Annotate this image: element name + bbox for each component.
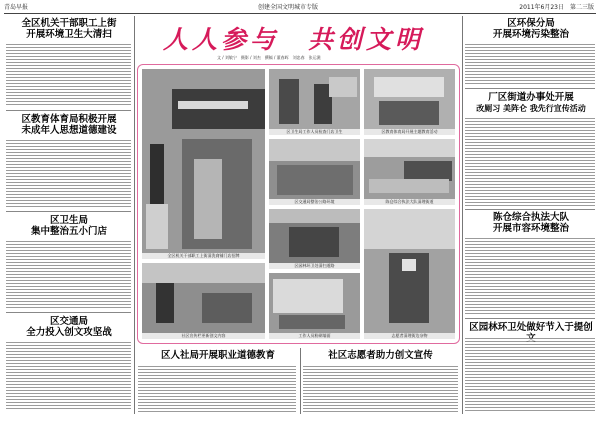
article-body — [6, 342, 131, 410]
banner — [137, 20, 457, 60]
photo-caption: 社区宣传栏更新创文内容 — [142, 333, 265, 339]
headline-b2 — [303, 350, 458, 361]
headline-line: 社区志愿者助力创文宣传 — [328, 350, 433, 361]
photo-caption: 区卫生局工作人员检查门店卫生 — [269, 129, 360, 135]
special-edition-label: 创建全国文明城市专版 — [258, 4, 319, 11]
article-body — [138, 366, 296, 412]
paper-name: 青岛早报 — [4, 4, 29, 11]
article-body — [6, 140, 131, 208]
headline-line: 区园林环卫处做好节入于提创 — [469, 322, 593, 333]
headline-line: 区人社局开展职业道德教育 — [160, 350, 275, 361]
headline-a4 — [8, 316, 130, 338]
photo-7 — [364, 209, 455, 339]
banner-credit: 文 / 刘敏宁 摄影 / 刘杰 撰稿 / 董春晖 刘忠春 张运澳 — [217, 55, 321, 60]
photo-caption: 区园林环卫处清扫道路 — [269, 263, 360, 269]
photo-9 — [269, 273, 360, 339]
header-rule — [4, 13, 596, 14]
banner-title: 人人参与 共创文明 — [163, 25, 425, 54]
article-body — [6, 241, 131, 309]
article-body — [465, 118, 595, 206]
headline-line: 开展环境卫生大清扫 — [26, 29, 112, 40]
photo-2 — [269, 69, 360, 135]
headline-line: 区卫生局 — [49, 215, 88, 226]
headline-line: 区交通局 — [49, 316, 88, 327]
headline-a6 — [466, 92, 596, 114]
headline-line: 厂区街道办事处开展 — [488, 92, 574, 103]
headline-a5 — [466, 18, 596, 40]
article-body — [465, 338, 595, 412]
divider — [6, 110, 131, 111]
headline-b1 — [138, 350, 298, 361]
article-body — [303, 366, 458, 412]
headline-line: 全区机关干部职工上街 — [21, 18, 117, 29]
column-rule — [134, 16, 135, 414]
headline-a7 — [466, 212, 596, 234]
photo-8 — [142, 263, 265, 339]
divider — [465, 318, 595, 319]
headline-line: 全力投入创文攻坚战 — [26, 327, 112, 338]
photo-caption: 工作人员粉刷墙面 — [269, 333, 360, 339]
divider — [465, 88, 595, 89]
headline-a2 — [8, 114, 130, 136]
photo-caption: 区交通局整治公路环境 — [269, 199, 360, 205]
photo-4 — [269, 139, 360, 205]
headline-line: 集中整治五小门店 — [30, 226, 107, 237]
headline-a1 — [8, 18, 130, 40]
article-body — [6, 44, 131, 107]
divider — [6, 312, 131, 313]
headline-line: 开展环境污染整治 — [492, 29, 569, 40]
divider — [6, 211, 131, 212]
headline-line: 区教育体育局积极开展 — [21, 114, 117, 125]
date-page: 2011年6月23日 第二三版 — [519, 4, 594, 11]
headline-line: 未成年人思想道德建设 — [21, 125, 117, 136]
photo-caption: 志愿者清理街边杂物 — [364, 333, 455, 339]
headline-line: 区环保分局 — [507, 18, 555, 29]
headline-a3 — [8, 215, 130, 237]
photo-3 — [364, 69, 455, 135]
column-rule — [462, 16, 463, 414]
article-body — [465, 44, 595, 84]
photo-caption: 区教育体育局开展主题教育活动 — [364, 129, 455, 135]
photo-collage — [137, 64, 460, 344]
column-rule — [300, 348, 301, 414]
photo-5 — [364, 139, 455, 205]
headline-line: 陈仓综合执法大队 — [492, 212, 569, 223]
photo-1 — [142, 69, 265, 259]
photo-caption: 陈仓综合执法大队清理街道 — [364, 199, 455, 205]
photo-caption: 全区机关干部职工上街清洗商铺门店招牌 — [142, 253, 265, 259]
article-body — [465, 238, 595, 314]
headline-line: 改厕习 美阵仑 我先行宣传活动 — [476, 103, 586, 113]
headline-line: 开展市容环境整治 — [492, 223, 569, 234]
photo-6 — [269, 209, 360, 269]
page-header — [0, 0, 600, 14]
divider — [465, 209, 595, 210]
